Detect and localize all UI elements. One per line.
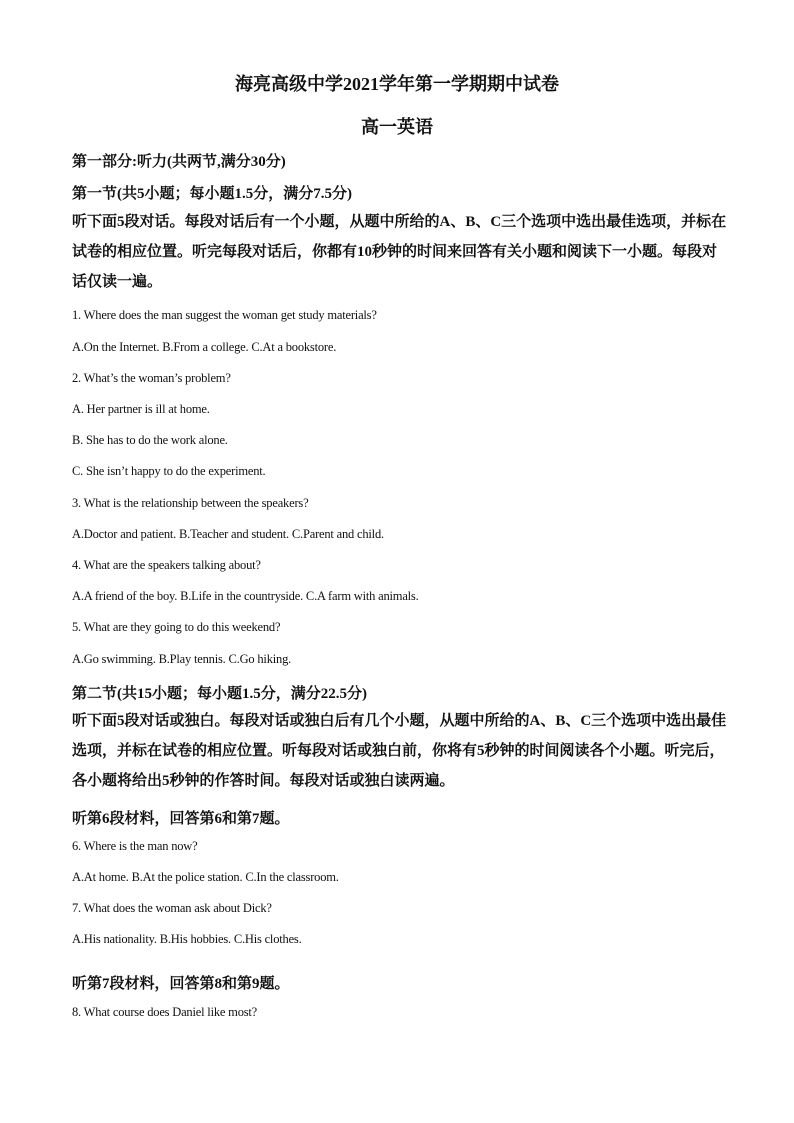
section2-heading: 第二节(共15小题；每小题1.5分，满分22.5分) [72,686,367,702]
question-6-options: A.At home. B.At the police station. C.In the classroom. [72,870,339,884]
question-3-options: A.Doctor and patient. B.Teacher and student. C.Parent and child. [72,527,384,541]
exam-subject: 高一英语 [361,117,433,137]
question-7-options: A.His nationality. B.His hobbies. C.His clothes. [72,932,302,946]
question-6-stem: 6. Where is the man now? [72,839,198,853]
section2-instruction: 听下面5段对话或独白。每段对话或独白后有几个小题，从题中所给的A、B、C三个选项中选出最佳选项，并标在试卷的相应位置。听每段对话或独白前，你将有5秒钟的时间阅读各个小题。听完后， 各小题将给出5秒钟的作答时间。每段对话或独白读两遍。 [72,713,727,789]
question-7-stem: 7. What does the woman ask about Dick? [72,901,272,915]
question-1-stem: 1. Where does the man suggest the woman get study materials? [72,308,377,322]
section1-instruction: 听下面5段对话。每段对话后有一个小题，从题中所给的A、B、C三个选项中选出最佳选项，并标在试卷的相应位置。听完每段对话后，你都有10秒钟的时间来回答有关小题和阅读下一小题。每段对话仅读一遍。 [72,214,727,290]
material-6-heading: 听第6段材料，回答第6和第7题。 [72,811,290,827]
question-2-stem: 2. What’s the woman’s problem? [72,371,231,385]
question-3-stem: 3. What is the relationship between the speakers? [72,496,309,510]
question-5-options: A.Go swimming. B.Play tennis. C.Go hiking. [72,652,292,666]
exam-title: 海亮高级中学2021学年第一学期期中试卷 [235,74,559,94]
question-2-option-b: B. She has to do the work alone. [72,433,228,447]
question-5-stem: 5. What are they going to do this weekend? [72,620,281,634]
question-4-options: A.A friend of the boy. B.Life in the countryside. C.A farm with animals. [72,589,419,603]
material-7-heading: 听第7段材料，回答第8和第9题。 [72,976,290,992]
section1-heading: 第一节(共5小题；每小题1.5分，满分7.5分) [72,186,352,202]
question-2-option-a: A. Her partner is ill at home. [72,402,210,416]
question-2-option-c: C. She isn’t happy to do the experiment. [72,464,266,478]
part1-heading: 第一部分:听力(共两节,满分30分) [72,154,286,170]
question-1-options: A.On the Internet. B.From a college. C.At a bookstore. [72,340,337,354]
question-8-stem: 8. What course does Daniel like most? [72,1005,258,1019]
question-4-stem: 4. What are the speakers talking about? [72,558,261,572]
